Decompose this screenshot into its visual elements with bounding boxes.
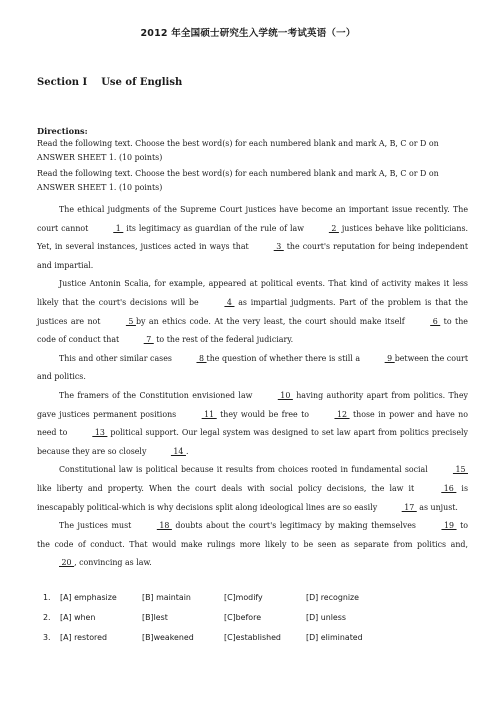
blank-9: 9: [384, 353, 395, 363]
passage-text: .: [185, 446, 189, 456]
blank-7: 7: [143, 335, 154, 345]
page-title: 2012 年全国硕士研究生入学统一考试英语（一）: [140, 28, 356, 39]
option-a: [A] emphasize: [60, 593, 117, 602]
passage-text: having authority apart from politics. They gave justices permanent positions: [37, 390, 468, 419]
blank-8: 8: [196, 353, 207, 363]
option-a: [A] when: [60, 613, 96, 622]
blank-20: 20: [59, 558, 75, 568]
passage-text: to the code of conduct. That would make rulings more likely to be seen as separate from politics and,: [37, 521, 468, 549]
paragraph-3: [37, 350, 468, 387]
passage-text: they would be free to: [216, 409, 313, 419]
option-d: [D] eliminated: [306, 633, 363, 642]
option-row-1: [43, 588, 363, 608]
paragraph-5: [37, 461, 468, 517]
blank-4: 4: [224, 297, 235, 307]
blank-10: 10: [277, 390, 293, 400]
blank-17: 17: [401, 502, 417, 512]
option-b: [B]weakened: [142, 633, 194, 642]
directions-line-2: ANSWER SHEET 1. (10 points): [37, 153, 163, 162]
section-name: Use of English: [101, 77, 183, 88]
paragraph-6: [37, 517, 468, 573]
section-label: Section I: [37, 77, 88, 88]
passage-text: its legitimacy as guardian of the rule of law: [123, 223, 307, 233]
directions-line-4: ANSWER SHEET 1. (10 points): [37, 183, 163, 192]
question-number: 1.: [43, 593, 51, 602]
passage-text: the question of whether there is still a: [206, 353, 363, 363]
directions-label: Directions:: [37, 126, 88, 136]
blank-19: 19: [441, 521, 457, 531]
passage-text: The justices must: [59, 521, 135, 531]
section-heading: [37, 77, 182, 88]
answer-options: [43, 588, 363, 648]
blank-18: 18: [156, 521, 172, 531]
option-c: [C]established: [224, 633, 281, 642]
paragraph-1: [37, 201, 468, 275]
passage-text: doubts about the court's legitimacy by making themselves: [171, 521, 420, 531]
option-d: [D] unless: [306, 613, 347, 622]
option-a: [A] restored: [60, 633, 107, 642]
option-d: [D] recognize: [306, 593, 360, 602]
blank-3: 3: [273, 242, 284, 252]
option-c: [C]before: [224, 613, 262, 622]
directions-line-1: Read the following text. Choose the best word(s) for each numbered blank and mark A, B, C or D on: [37, 139, 439, 148]
passage-text: like liberty and property. When the court deals with social policy decisions, the law it: [37, 483, 420, 493]
blank-14: 14: [170, 446, 186, 456]
passage: [37, 201, 468, 573]
option-c: [C]modify: [224, 593, 263, 602]
directions-line-3: Read the following text. Choose the best word(s) for each numbered blank and mark A, B, C or D on: [37, 169, 439, 178]
passage-text: The framers of the Constitution envisioned law: [59, 390, 256, 400]
passage-text: This and other similar cases: [59, 353, 175, 363]
blank-12: 12: [334, 409, 350, 419]
blank-2: 2: [328, 223, 339, 233]
passage-text: to the rest of the federal judiciary.: [153, 335, 294, 345]
passage-text: , convincing as law.: [74, 558, 152, 568]
passage-text: as unjust.: [416, 502, 458, 512]
passage-text: Constitutional law is political because it results from choices rooted in fundamental social: [59, 465, 431, 475]
option-b: [B]lest: [142, 613, 168, 622]
passage-text: the court's reputation for being independent and impartial.: [37, 242, 469, 270]
question-number: 2.: [43, 613, 51, 622]
paragraph-2: [37, 275, 468, 349]
passage-text: justices behave like politicians. Yet, in several instances, justices acted in ways that: [37, 223, 469, 252]
passage-text: by an ethics code. At the very least, the court should make itself: [135, 316, 409, 326]
blank-13: 13: [92, 428, 108, 438]
blank-15: 15: [452, 465, 468, 475]
passage-text: between the court and politics.: [37, 353, 468, 382]
passage-text: political support. Our legal system was designed to set law apart from politics precisely because they are so closely: [37, 428, 468, 456]
paragraph-4: [37, 387, 468, 461]
passage-text: as impartial judgments. Part of the problem is that the justices are not: [37, 297, 468, 326]
passage-text: those in power and have no need to: [37, 409, 469, 438]
passage-text: The ethical judgments of the Supreme Court justices have become an important issue recently. The court cannot: [37, 205, 468, 233]
option-b: [B] maintain: [142, 593, 191, 602]
blank-16: 16: [441, 483, 457, 493]
question-number: 3.: [43, 633, 51, 642]
passage-text: Justice Antonin Scalia, for example, appeared at political events. That kind of activity makes it less likely that the court's decisions will be: [37, 279, 468, 307]
blank-11: 11: [201, 409, 217, 419]
option-row-2: [43, 608, 363, 628]
blank-1: 1: [113, 223, 124, 233]
option-row-3: [43, 628, 363, 648]
blank-6: 6: [430, 316, 441, 326]
passage-text: to the code of conduct that: [37, 316, 468, 345]
blank-5: 5: [125, 316, 136, 326]
passage-text: is inescapably political-which is why decisions split along ideological lines are so easily: [37, 483, 468, 512]
